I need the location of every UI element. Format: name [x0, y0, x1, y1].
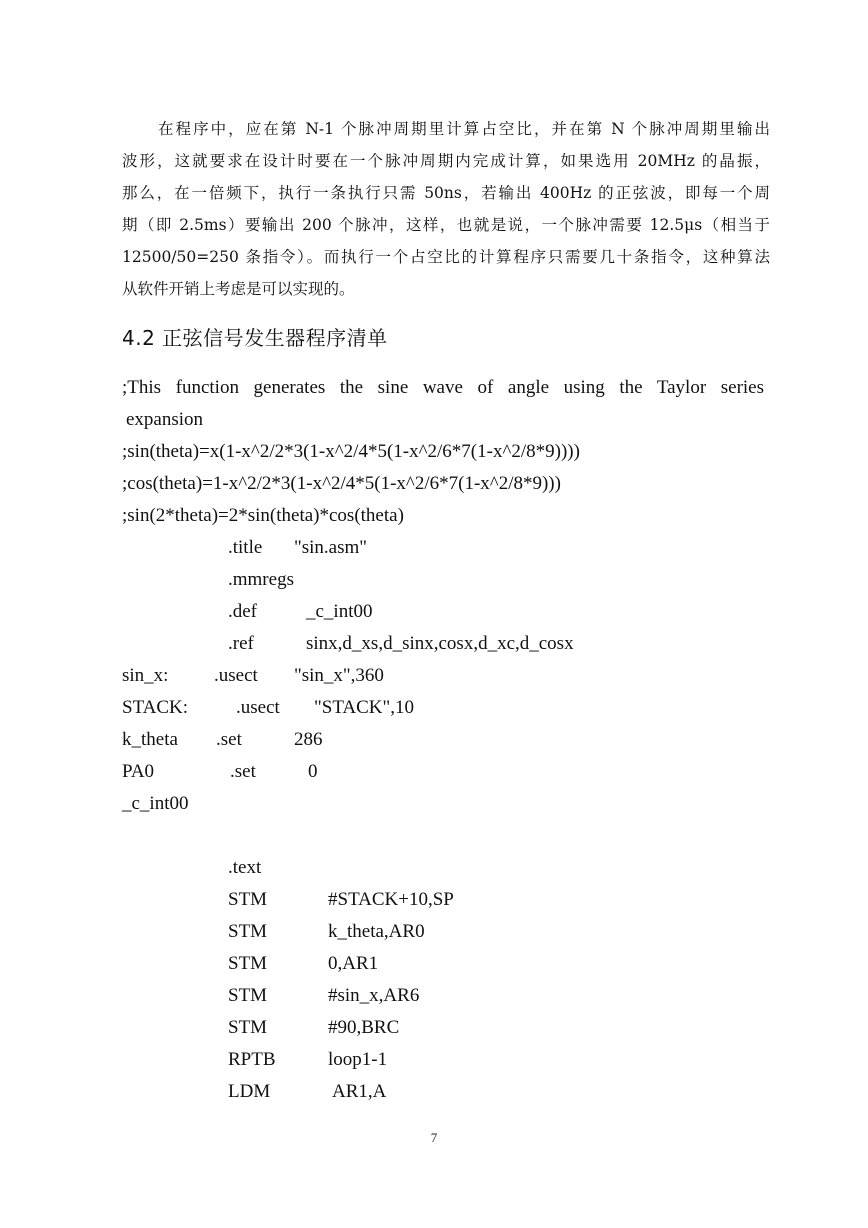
- mnemonic: STM: [228, 889, 268, 910]
- code-comment: ;sin(2*theta)=2*sin(theta)*cos(theta): [122, 505, 404, 526]
- directive: .ref: [228, 633, 254, 654]
- operand: 0: [308, 761, 318, 782]
- operand: loop1-1: [328, 1049, 388, 1070]
- paragraph-line: 从软件开销上考虑是可以实现的。: [122, 280, 355, 298]
- operand: "STACK",10: [314, 697, 415, 718]
- label: _c_int00: [122, 793, 189, 814]
- code-comment: ;This function generates the sine wave of angle using the Taylor series: [122, 377, 764, 398]
- paragraph-line: 那么，在一倍频下，执行一条执行只需 50ns，若输出 400Hz 的正弦波，即每一个周: [122, 184, 770, 202]
- mnemonic: STM: [228, 953, 268, 974]
- mnemonic: RPTB: [228, 1049, 276, 1070]
- mnemonic: STM: [228, 1017, 268, 1038]
- operand: "sin_x",360: [294, 665, 384, 686]
- paragraph-line: 12500/50=250 条指令）。而执行一个占空比的计算程序只需要几十条指令，这种算法: [122, 248, 770, 266]
- label: k_theta: [122, 729, 178, 750]
- directive: .def: [228, 601, 258, 622]
- directive: .mmregs: [228, 569, 294, 590]
- directive: .usect: [214, 665, 258, 686]
- directive: .title: [228, 537, 263, 558]
- directive: .set: [230, 761, 256, 782]
- operand: _c_int00: [306, 601, 373, 622]
- operand: 286: [294, 729, 323, 750]
- operand: #sin_x,AR6: [328, 985, 420, 1006]
- paragraph-line: 波形，这就要求在设计时要在一个脉冲周期内完成计算，如果选用 20MHz 的晶振，: [122, 152, 770, 170]
- operand: 0,AR1: [328, 953, 379, 974]
- mnemonic: STM: [228, 985, 268, 1006]
- paragraph-line: 期（即 2.5ms）要输出 200 个脉冲，这样，也就是说，一个脉冲需要 12.5μs（相当于: [122, 216, 770, 234]
- operand: sinx,d_xs,d_sinx,cosx,d_xc,d_cosx: [306, 633, 574, 654]
- operand: #STACK+10,SP: [328, 889, 454, 910]
- code-comment: expansion: [126, 409, 204, 430]
- mnemonic: STM: [228, 921, 268, 942]
- mnemonic: LDM: [228, 1081, 271, 1102]
- body-paragraph: [122, 113, 770, 305]
- label: sin_x:: [122, 665, 169, 686]
- operand: #90,BRC: [328, 1017, 400, 1038]
- code-comment: ;sin(theta)=x(1-x^2/2*3(1-x^2/4*5(1-x^2/6*7(1-x^2/8*9)))): [122, 441, 580, 462]
- label: PA0: [122, 761, 155, 782]
- section-heading: 4.2 正弦信号发生器程序清单: [122, 326, 388, 350]
- operand: "sin.asm": [294, 537, 368, 558]
- directive: .usect: [236, 697, 280, 718]
- operand: k_theta,AR0: [328, 921, 425, 942]
- paragraph-line: 在程序中，应在第 N-1 个脉冲周期里计算占空比，并在第 N 个脉冲周期里输出: [158, 120, 770, 138]
- directive: .set: [216, 729, 242, 750]
- code-comment: ;cos(theta)=1-x^2/2*3(1-x^2/4*5(1-x^2/6*7(1-x^2/8*9))): [122, 473, 561, 494]
- directive: .text: [228, 857, 262, 878]
- page-number: 7: [430, 1130, 438, 1145]
- operand: AR1,A: [332, 1081, 387, 1102]
- label: STACK:: [122, 697, 189, 718]
